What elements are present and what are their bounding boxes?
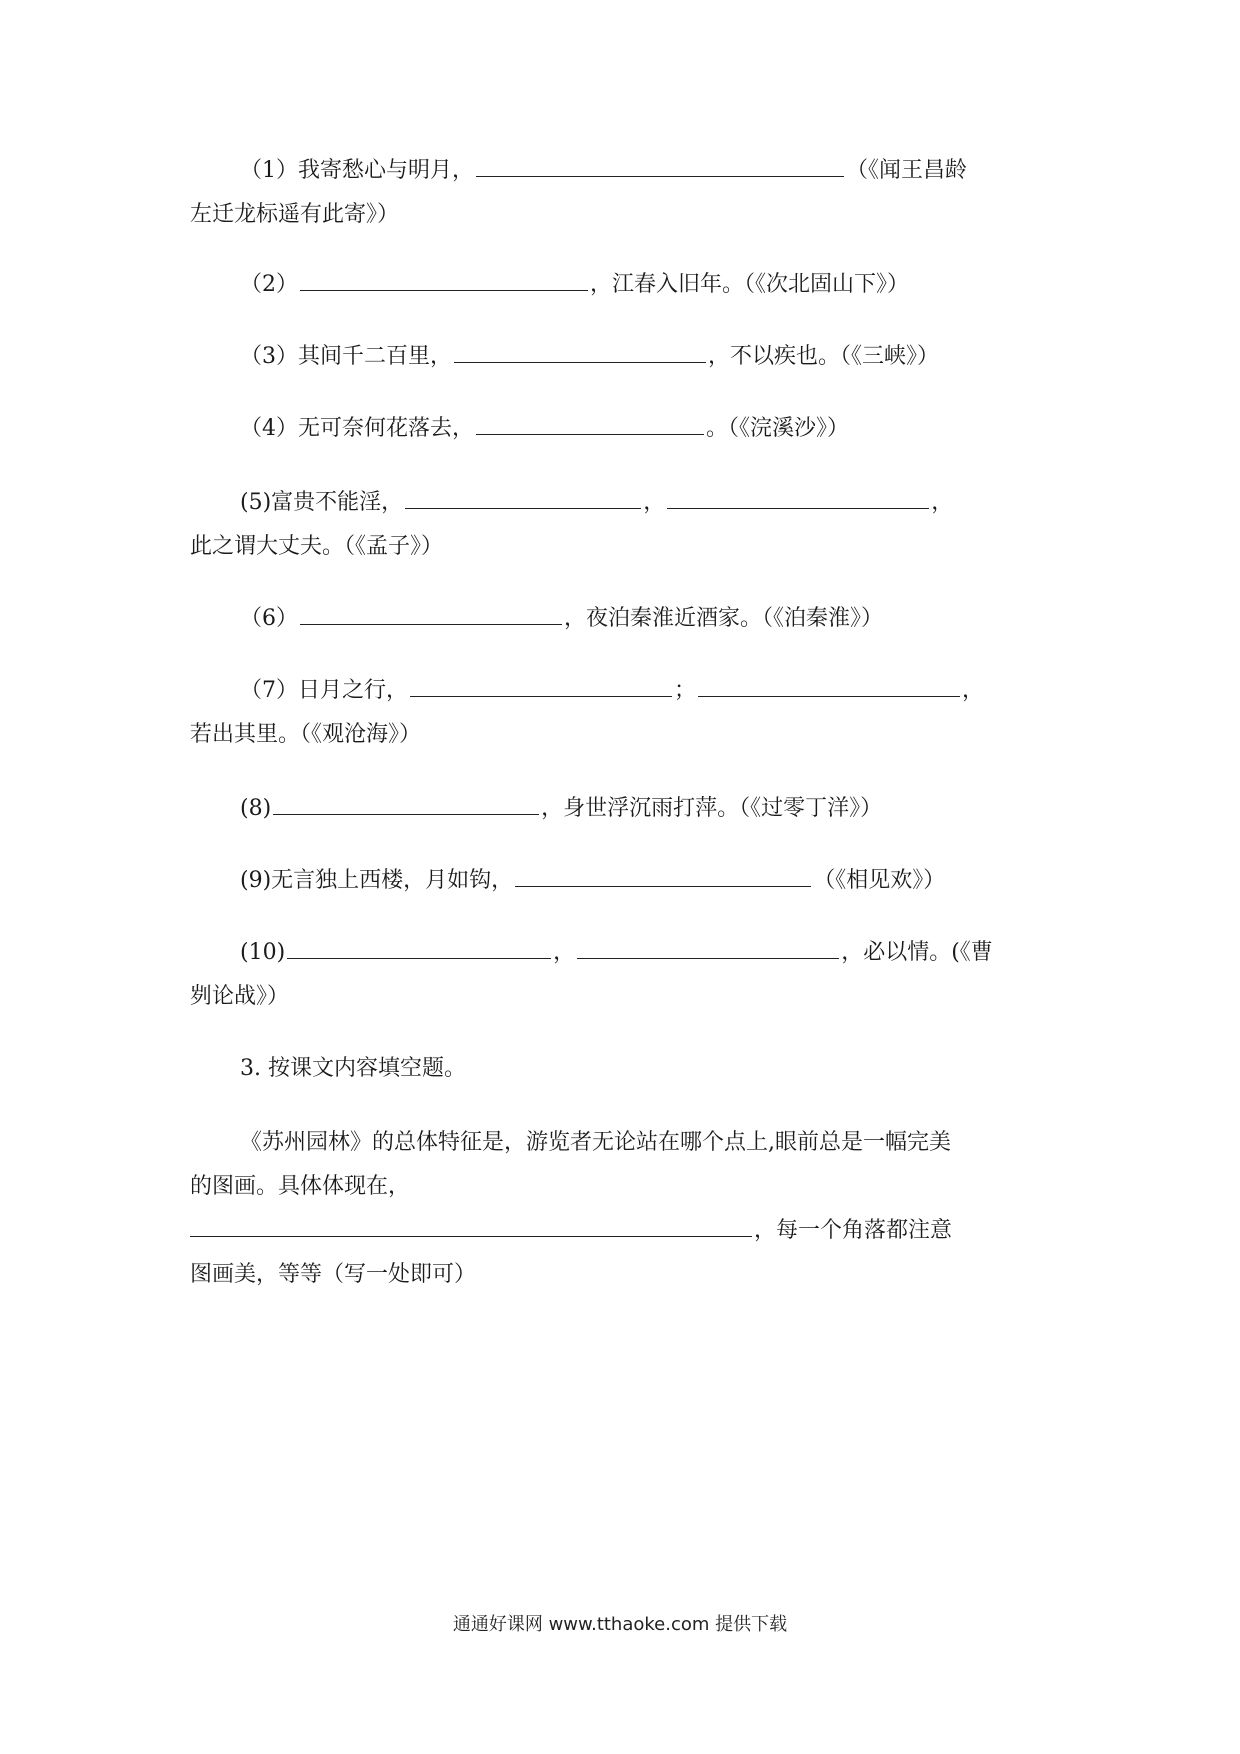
answer-blank[interactable]: [577, 938, 839, 959]
answer-blank[interactable]: [515, 866, 811, 887]
section-3-paragraph-line: 《苏州园林》的总体特征是，游览者无论站在哪个点上,眼前总是一幅完美: [240, 1130, 951, 1155]
question-9: [240, 866, 1070, 896]
question-1: [240, 156, 1070, 186]
answer-blank[interactable]: [476, 156, 844, 177]
question-text: ，不以疾也。（《三峡》）: [708, 344, 940, 369]
question-text: ，: [962, 678, 985, 703]
question-4: [240, 414, 1070, 444]
question-text: ，每一个角落都注意: [754, 1218, 953, 1243]
question-text: 无言独上西楼，月如钩，: [271, 868, 514, 893]
question-number: (5): [240, 490, 272, 515]
question-number: （3）: [240, 344, 298, 369]
question-number: （4）: [240, 416, 298, 441]
answer-blank[interactable]: [287, 938, 551, 959]
section-3-heading: 3. 按课文内容填空题。: [240, 1056, 466, 1081]
question-text: ，身世浮沉雨打萍。（《过零丁洋》）: [541, 796, 883, 821]
question-number: (8): [240, 796, 272, 821]
question-10: [240, 938, 1070, 968]
question-text: ，: [931, 490, 954, 515]
question-number: （2）: [240, 272, 298, 297]
question-text: ，: [643, 490, 666, 515]
question-text: 无可奈何花落去，: [298, 416, 475, 441]
question-5: [240, 488, 1070, 518]
answer-blank[interactable]: [476, 414, 704, 435]
question-text: ，夜泊秦淮近酒家。（《泊秦淮》）: [564, 606, 884, 631]
question-text: ，: [553, 940, 576, 965]
answer-blank[interactable]: [300, 270, 588, 291]
question-number: (9): [240, 868, 272, 893]
section-3-answer-line: [190, 1216, 1070, 1246]
question-text: 其间千二百里，: [298, 344, 453, 369]
question-text: （《相见欢》）: [813, 868, 946, 893]
question-2: [240, 270, 1070, 300]
question-text: ；: [674, 678, 697, 703]
question-7: [240, 676, 1070, 706]
answer-blank[interactable]: [300, 604, 562, 625]
question-text: ，必以情。(《曹: [841, 940, 993, 965]
question-text: ，江春入旧年。（《次北固山下》）: [590, 272, 910, 297]
page-footer: 通通好课网 www.tthaoke.com 提供下载: [452, 1614, 788, 1635]
section-3-paragraph-line: 图画美，等等（写一处即可）: [190, 1262, 477, 1287]
question-text: 富贵不能淫，: [271, 490, 404, 515]
answer-blank[interactable]: [698, 676, 960, 697]
answer-blank[interactable]: [273, 794, 539, 815]
question-5-continuation: 此之谓大丈夫。（《孟子》）: [190, 534, 444, 559]
answer-blank[interactable]: [454, 342, 706, 363]
question-3: [240, 342, 1070, 372]
question-number: （7）: [240, 678, 298, 703]
question-text: 我寄愁心与明月，: [298, 158, 475, 183]
section-3-paragraph-line: 的图画。具体体现在，: [190, 1174, 411, 1199]
question-text: （《闻王昌龄: [846, 158, 968, 183]
answer-blank[interactable]: [190, 1216, 752, 1237]
question-7-continuation: 若出其里。（《观沧海》）: [190, 722, 422, 747]
question-8: [240, 794, 1070, 824]
answer-blank[interactable]: [667, 488, 929, 509]
question-text: 日月之行，: [298, 678, 409, 703]
answer-blank[interactable]: [410, 676, 672, 697]
question-10-continuation: 刿论战》）: [190, 984, 290, 1009]
question-number: (10): [240, 940, 286, 965]
question-1-continuation: 左迁龙标遥有此寄》）: [190, 202, 400, 227]
answer-blank[interactable]: [405, 488, 641, 509]
question-text: 。（《浣溪沙》）: [706, 416, 850, 441]
question-6: [240, 604, 1070, 634]
question-number: （1）: [240, 158, 298, 183]
question-number: （6）: [240, 606, 298, 631]
